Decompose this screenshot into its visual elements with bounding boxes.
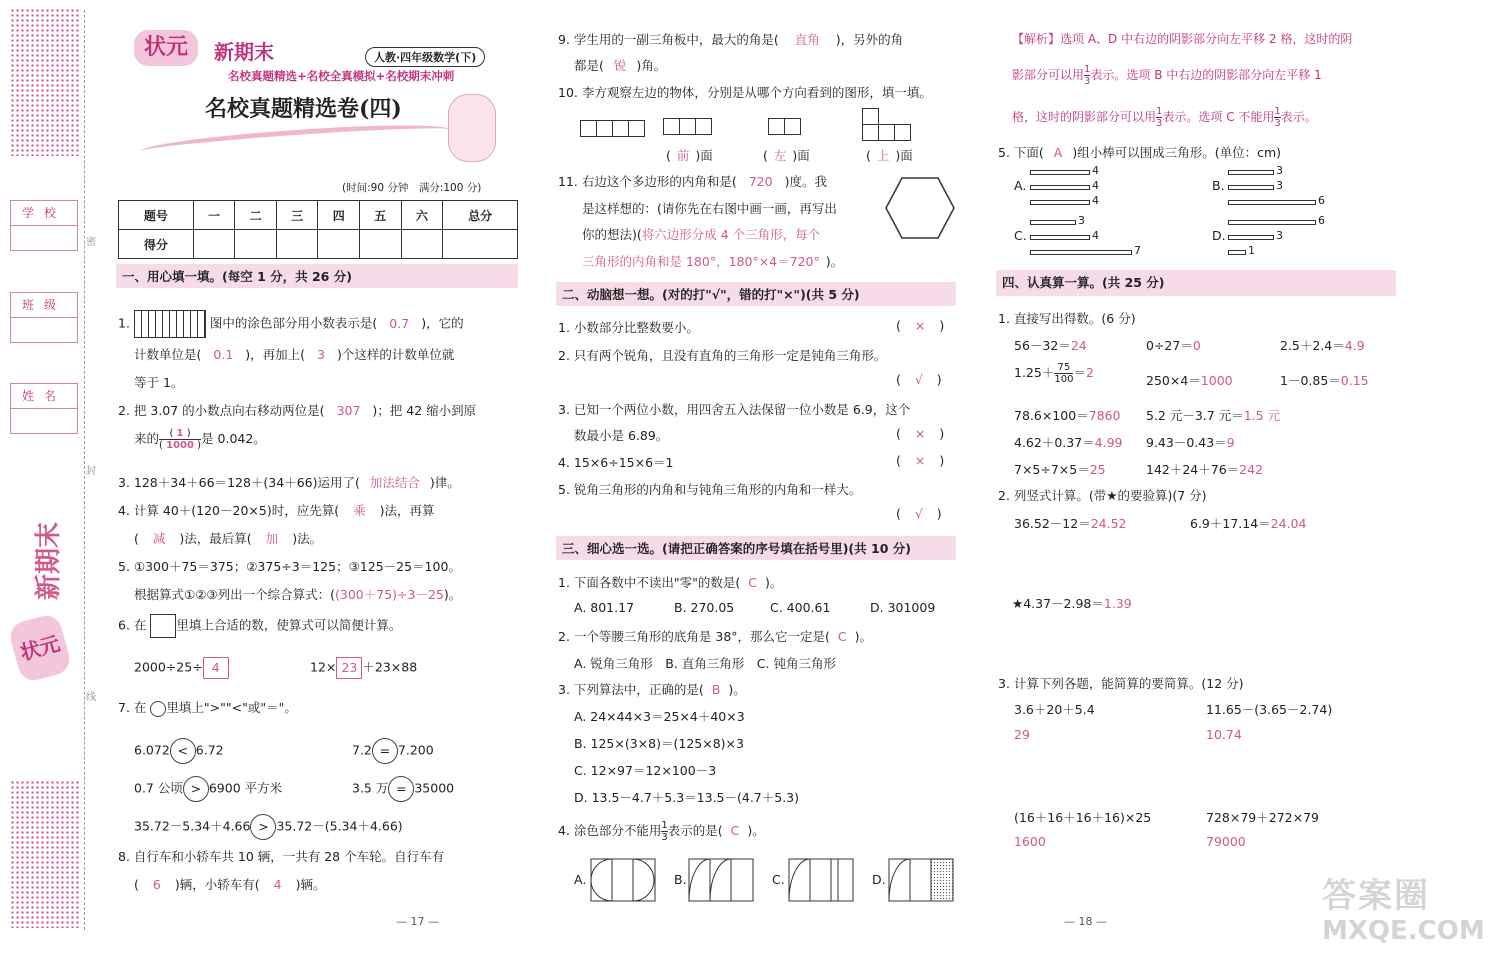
stick-length: 1: [1248, 244, 1255, 257]
dot-pattern-top: [10, 8, 80, 156]
compare-circle[interactable]: =: [388, 776, 414, 802]
stick: [1228, 200, 1316, 205]
judge-answer[interactable]: ( √ ): [896, 372, 942, 387]
choice-q2: 2. 一个等腰三角形的底角是 38°，那么它一定是( C )。: [558, 629, 873, 644]
calc-item: 4.62＋0.37＝4.99: [1014, 435, 1123, 450]
calc-item: 78.6×100＝7860: [1014, 408, 1121, 423]
school-field[interactable]: 学校: [10, 200, 78, 251]
section-1-title: 一、用心填一填。(每空 1 分，共 26 分): [116, 264, 518, 288]
shaded-figure-d-icon: [888, 858, 954, 902]
q9-line2: 都是( 锐 )角。: [574, 58, 667, 73]
q11-line4: 三角形的内角和是 180°，180°×4＝720° )。: [582, 254, 844, 269]
q10-text: 10. 李方观察左边的物体，分别是从哪个方向看到的图形，填一填。: [558, 85, 932, 100]
stick: [1228, 170, 1274, 175]
calc-item: 1.25＋ $\frac{75}{100}$ ＝2: [1014, 362, 1094, 385]
q9-line1: 9. 学生用的一副三角板中，最大的角是( 直角 )，另外的角: [558, 32, 904, 47]
stick: [1228, 185, 1274, 190]
section-3-title: 三、细心选一选。(请把正确答案的序号填在括号里)(共 10 分): [556, 536, 956, 560]
stick-length: 4: [1092, 164, 1099, 177]
score-header: 总分: [443, 201, 518, 230]
choice-option[interactable]: D. 301009: [870, 600, 936, 615]
calc-item: 0÷27＝0: [1146, 338, 1201, 353]
q5-line2: 根据算式①②③列出一个综合算式：((300＋75)÷3－25)。: [134, 587, 462, 602]
stick-length: 6: [1318, 214, 1325, 227]
page-number-left: — 17 —: [396, 915, 439, 928]
view-label-left: ( 左 )面: [763, 148, 810, 163]
simplify-expr: 728×79＋272×79: [1206, 810, 1319, 825]
binding-line: [84, 10, 85, 930]
stick: [1030, 220, 1076, 225]
calc-item: 2.5＋2.4＝4.9: [1280, 338, 1365, 353]
cube-object-icon: [580, 120, 645, 140]
answer-box[interactable]: 4: [203, 657, 229, 679]
compare-circle[interactable]: =: [372, 738, 398, 764]
side-logo: 状元: [7, 612, 73, 683]
choice-q1: 1. 下面各数中不读出"零"的数是( C )。: [558, 575, 783, 590]
q8-line1: 8. 自行车和小轿车共 10 辆，一共有 28 个车轮。自行车有: [118, 849, 445, 864]
choice-options[interactable]: A. 锐角三角形 B. 直角三角形 C. 钝角三角形: [574, 656, 836, 671]
q4-line2: ( 减 )法，最后算( 加 )法。: [134, 531, 323, 546]
score-header: 六: [401, 201, 443, 230]
q6-line2: 2000÷25÷ 4: [134, 657, 229, 679]
choice-option[interactable]: A. 801.17: [574, 600, 635, 615]
choice-option[interactable]: B. 270.05: [674, 600, 735, 615]
simplify-answer: 29: [1014, 727, 1030, 742]
q8-line2: ( 6 )辆，小轿车有( 4 )辆。: [134, 877, 326, 892]
shaded-figure-a-icon: [590, 858, 656, 902]
top-view-icon: [862, 108, 908, 144]
mascot: [448, 94, 496, 162]
simplify-answer: 10.74: [1206, 727, 1242, 742]
stick-group-label[interactable]: B.: [1212, 178, 1225, 193]
stick-length: 3: [1276, 164, 1283, 177]
choice-q4: 4. 涂色部分不能用 $\frac{1}{3}$ 表示的是( C )。: [558, 820, 765, 843]
stick-length: 3: [1276, 179, 1283, 192]
calc-item: 1－0.85＝0.15: [1280, 373, 1369, 388]
stick-group-label[interactable]: D.: [1212, 228, 1226, 243]
dot-pattern-bottom: [10, 780, 80, 928]
hexagon-icon: [884, 176, 956, 240]
watermark-url: MXQE.COM: [1322, 916, 1485, 946]
score-row-label: 得分: [119, 230, 194, 259]
choice-option[interactable]: C. 400.61: [770, 600, 831, 615]
q5-line1: 5. ①300＋75＝375；②375÷3＝125；③125－25＝100。: [118, 559, 461, 574]
score-cell[interactable]: [318, 230, 360, 259]
stick: [1030, 235, 1090, 240]
calc-item: 56－32＝24: [1014, 338, 1087, 353]
choice-option[interactable]: C. 12×97＝12×100－3: [574, 763, 717, 778]
stick: [1030, 170, 1090, 175]
score-cell[interactable]: [235, 230, 277, 259]
q6-line3: 12× 23 ＋23×88: [310, 657, 417, 679]
simplify-expr: 11.65－(3.65－2.74): [1206, 702, 1333, 717]
simplify-answer: 79000: [1206, 834, 1246, 849]
stick: [1030, 250, 1132, 255]
name-field[interactable]: 姓名: [10, 383, 78, 434]
simplify-answer: 1600: [1014, 834, 1046, 849]
q7-row1b: 7.2 = 7.200: [352, 738, 434, 764]
stick-length: 3: [1276, 229, 1283, 242]
class-field[interactable]: 班级: [10, 292, 78, 343]
score-cell[interactable]: [360, 230, 402, 259]
q1-line2: 计数单位是( 0.1 )，再加上( 3 )个这样的计数单位就: [134, 347, 455, 362]
calc-q3-title: 3. 计算下列各题，能简算的要简算。(12 分): [998, 676, 1244, 691]
choice-option[interactable]: D. 13.5－4.7＋5.3＝13.5－(4.7＋5.3): [574, 790, 800, 805]
watermark-logo: 答案圈: [1322, 876, 1430, 916]
analysis-line3: 格，这时的阴影部分可以用 $\frac{1}{3}$ 表示。选项 C 不能用 $\frac{1}{3}$ 表示。: [1012, 106, 1317, 129]
section-2-title: 二、动脑想一想。(对的打"√"，错的打"×")(共 5 分): [556, 282, 956, 306]
q2-line2: 来的 $\frac{( 1 )}{( 1000 )}$ 是 0.042。: [134, 428, 266, 451]
judge-answer[interactable]: ( × ): [896, 318, 945, 333]
q7-row2a: 0.7 公顷 > 6900 平方米: [134, 776, 282, 802]
judge-item: 1. 小数部分比整数要小。: [558, 320, 699, 335]
analysis-line1: 【解析】选项 A、D 中右边的阴影部分向左平移 2 格，这时的阴: [1012, 32, 1353, 46]
stick-length: 6: [1318, 194, 1325, 207]
score-cell[interactable]: [401, 230, 443, 259]
judge-item-cont: 数最小是 6.89。: [574, 428, 669, 443]
edition-badge: 人教·四年级数学(下): [365, 47, 485, 67]
choice-option[interactable]: B.: [674, 872, 687, 887]
calc-item: 5.2 元－3.7 元＝1.5 元: [1146, 408, 1281, 423]
q7-row3: 35.72－5.34＋4.66 > 35.72－(5.34＋4.66): [134, 814, 403, 840]
seal-char-3: 线: [86, 692, 96, 703]
stick-length: 7: [1134, 244, 1141, 257]
simplify-expr: 3.6＋20＋5.4: [1014, 702, 1095, 717]
seal-char-1: 密: [86, 237, 96, 248]
choice-q3: 3. 下列算法中，正确的是( B )。: [558, 682, 746, 697]
judge-item: 5. 锐角三角形的内角和与钝角三角形的内角和一样大。: [558, 482, 862, 497]
q7-row2b: 3.5 万 = 35000: [352, 776, 454, 802]
choice-option[interactable]: A.: [574, 872, 587, 887]
score-header: 三: [276, 201, 318, 230]
score-header: 一: [193, 201, 235, 230]
judge-answer[interactable]: ( × ): [896, 453, 945, 468]
stick: [1030, 185, 1090, 190]
q6-line1: 6. 在 里填上合适的数，使算式可以简便计算。: [118, 614, 401, 638]
choice-option[interactable]: D.: [872, 872, 886, 887]
choice-option[interactable]: C.: [772, 872, 785, 887]
judge-item: 3. 已知一个两位小数，用四舍五入法保留一位小数是 6.9，这个: [558, 402, 911, 417]
header-series: 新期末: [214, 40, 274, 64]
calc-q2-title: 2. 列竖式计算。(带★的要验算)(7 分): [998, 488, 1207, 503]
shaded-figure-b-icon: [688, 858, 754, 902]
shaded-figure-c-icon: [788, 858, 854, 902]
judge-answer[interactable]: ( × ): [896, 426, 945, 441]
header-slogan: 名校真题精选+名校全真模拟+名校期末冲刺: [228, 69, 455, 83]
q2-line1: 2. 把 3.07 的小数点向右移动两位是( 307 )；把 42 缩小到原: [118, 403, 477, 418]
decimal-strip-icon: [134, 310, 206, 338]
side-brand: 新期末: [34, 521, 64, 600]
compare-circle[interactable]: >: [183, 776, 209, 802]
score-cell[interactable]: [443, 230, 518, 259]
page-title: 名校真题精选卷(四): [205, 96, 402, 122]
score-header: 四: [318, 201, 360, 230]
q7-line1: 7. 在 里填上">""<"或"＝"。: [118, 700, 297, 715]
q5-stick-question: 5. 下面( A )组小棒可以围成三角形。(单位：cm): [998, 145, 1282, 160]
judge-item: 4. 15×6÷15×6＝1: [558, 455, 674, 470]
choice-option[interactable]: A. 24×44×3＝25×4＋40×3: [574, 709, 745, 724]
q3: 3. 128＋34＋66＝128＋(34＋66)运用了( 加法结合 )律。: [118, 475, 460, 490]
view-label-front: ( 前 )面: [666, 148, 713, 163]
score-header: 二: [235, 201, 277, 230]
stick: [1228, 220, 1316, 225]
q1-line1: 1. 图中的涂色部分用小数表示是( 0.7 )，它的: [118, 310, 464, 338]
view-label-top: ( 上 )面: [866, 148, 913, 163]
vertical-calc: 36.52－12＝24.52: [1014, 516, 1127, 531]
q11-line2: 是这样想的：(请你先在右图中画一画，再写出: [582, 201, 837, 216]
analysis-line2: 影部分可以用 $\frac{1}{3}$ 表示。选项 B 中右边的阴影部分向左平移 1: [1012, 64, 1322, 87]
stick: [1228, 250, 1246, 255]
header-logo: 状元: [134, 30, 198, 66]
time-info: (时间:90 分钟 满分:100 分): [342, 182, 482, 194]
stick-length: 4: [1092, 229, 1099, 242]
choice-option[interactable]: B. 125×(3×8)＝(125×8)×3: [574, 736, 744, 751]
stick-group-label[interactable]: A.: [1014, 178, 1027, 193]
stick-length: 3: [1078, 214, 1085, 227]
stick-length: 4: [1092, 194, 1099, 207]
score-cell[interactable]: [276, 230, 318, 259]
q11-line1: 11. 右边这个多边形的内角和是( 720 )度。我: [558, 174, 827, 189]
stick-group-label[interactable]: C.: [1014, 228, 1027, 243]
stick: [1030, 200, 1090, 205]
calc-q1-title: 1. 直接写出得数。(6 分): [998, 311, 1136, 326]
left-view-icon: [768, 118, 801, 138]
q1-line3: 等于 1。: [134, 375, 184, 390]
section-4-title: 四、认真算一算。(共 25 分): [996, 270, 1396, 296]
compare-circle[interactable]: >: [250, 814, 276, 840]
calc-item: 250×4＝1000: [1146, 373, 1233, 388]
stick-length: 4: [1092, 179, 1099, 192]
compare-circle[interactable]: <: [170, 738, 196, 764]
judge-item: 2. 只有两个锐角，且没有直角的三角形一定是钝角三角形。: [558, 348, 887, 363]
calc-item: 142＋24＋76＝242: [1146, 462, 1264, 477]
score-cell[interactable]: [193, 230, 235, 259]
calc-item: 9.43－0.43＝9: [1146, 435, 1235, 450]
page-number-right: — 18 —: [1064, 915, 1107, 928]
vertical-calc: ★4.37－2.98＝1.39: [1012, 596, 1132, 611]
stick: [1228, 235, 1274, 240]
score-table: [118, 200, 518, 259]
score-header: 题号: [119, 201, 194, 230]
simplify-expr: (16＋16＋16＋16)×25: [1014, 810, 1152, 825]
q7-row1a: 6.072 < 6.72: [134, 738, 224, 764]
header-swoosh: [140, 119, 451, 162]
seal-char-2: 封: [86, 466, 96, 477]
q11-line3: 你的想法)(将六边形分成 4 个三角形，每个: [582, 227, 821, 242]
q4-line1: 4. 计算 40＋(120－20×5)时，应先算( 乘 )法，再算: [118, 503, 435, 518]
judge-answer[interactable]: ( √ ): [896, 506, 942, 521]
vertical-calc: 6.9＋17.14＝24.04: [1190, 516, 1307, 531]
answer-box[interactable]: 23: [336, 657, 362, 679]
score-header: 五: [360, 201, 402, 230]
front-view-icon: [663, 118, 712, 138]
calc-item: 7×5÷7×5＝25: [1014, 462, 1106, 477]
